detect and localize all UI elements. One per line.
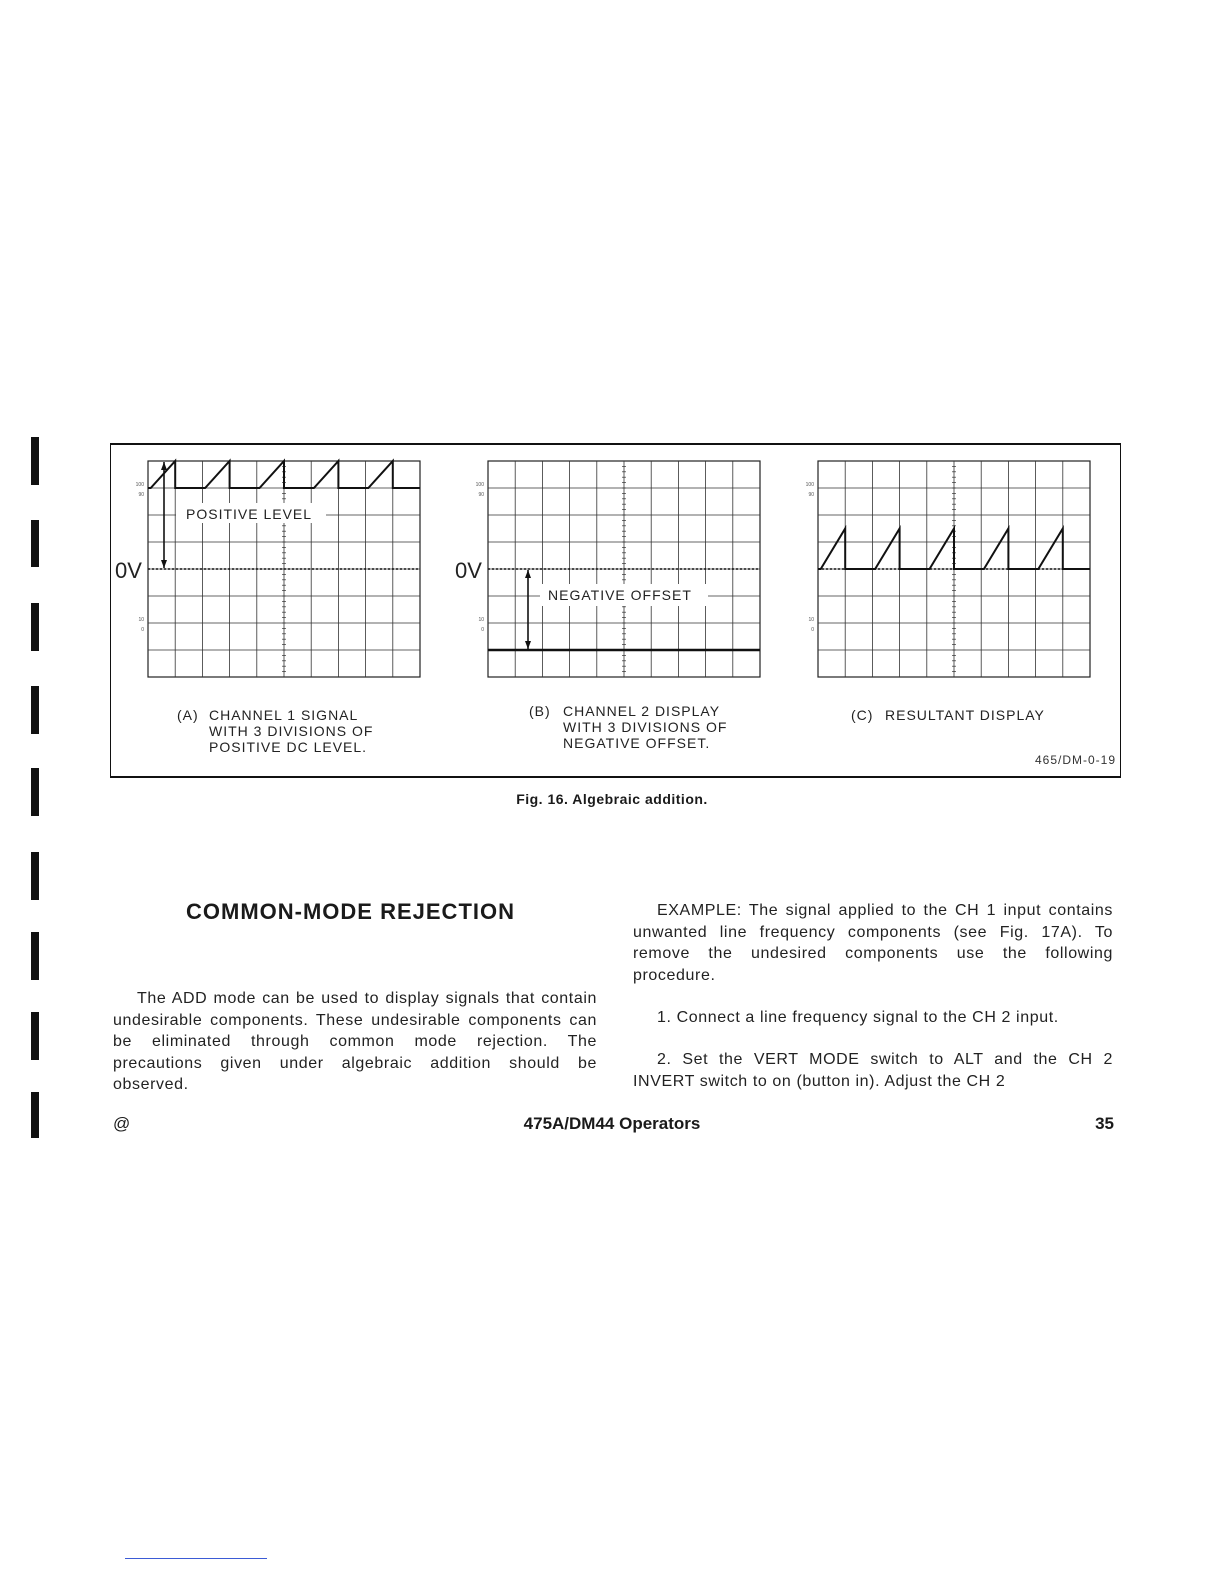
panel-b-caption-letter: (B) xyxy=(529,703,551,719)
binder-mark xyxy=(31,520,39,567)
scale-label: 90 xyxy=(808,492,814,498)
scale-label: 100 xyxy=(135,482,144,488)
figure-reference-code: 465/DM-0-19 xyxy=(1034,753,1116,767)
scale-label: 90 xyxy=(138,492,144,498)
footer-rule xyxy=(125,1558,267,1559)
offset-arrowhead xyxy=(161,560,167,568)
binder-mark xyxy=(31,852,39,900)
resultant-waveform xyxy=(818,529,1090,570)
zero-volt-label: 0V xyxy=(115,558,142,583)
offset-arrowhead xyxy=(525,570,531,578)
scale-label: 10 xyxy=(478,617,484,623)
channel-1-waveform xyxy=(148,461,420,488)
panel-c-caption-line: RESULTANT DISPLAY xyxy=(885,707,1045,723)
panel-c-caption-letter: (C) xyxy=(851,707,874,723)
offset-arrowhead xyxy=(161,462,167,470)
figure-caption: Fig. 16. Algebraic addition. xyxy=(516,791,708,807)
binder-mark xyxy=(31,1012,39,1060)
scale-label: 10 xyxy=(808,617,814,623)
example-paragraph: EXAMPLE: The signal applied to the CH 1 input contains unwanted line frequency components (see Fig. 17A). To remove the undesired components use the following procedure. xyxy=(633,902,1113,984)
procedure-step-2: 2. Set the VERT MODE switch to ALT and the CH 2 INVERT switch to on (button in). Adjust the CH 2 xyxy=(633,1051,1113,1090)
panel-b-caption-line: CHANNEL 2 DISPLAY xyxy=(563,703,721,719)
scale-label: 90 xyxy=(478,492,484,498)
panel-a-caption-line: CHANNEL 1 SIGNAL xyxy=(209,707,359,723)
footer-title: 475A/DM44 Operators xyxy=(523,1114,701,1133)
page-number: 35 xyxy=(1095,1114,1114,1133)
panel-b-caption-line: NEGATIVE OFFSET. xyxy=(563,735,711,751)
section-paragraph: The ADD mode can be used to display signals that contain undesirable components. These undesirable components can be eliminated through common mode rejection. The precautions given under algebraic addition should be observed. xyxy=(113,990,597,1093)
offset-arrowhead xyxy=(525,641,531,649)
procedure-step-1: 1. Connect a line frequency signal to the CH 2 input. xyxy=(657,1009,1059,1026)
binder-mark xyxy=(31,437,39,485)
scale-label: 0 xyxy=(811,627,814,633)
binder-mark xyxy=(31,603,39,651)
panel-b-caption-line: WITH 3 DIVISIONS OF xyxy=(563,719,728,735)
negative-offset-annotation: NEGATIVE OFFSET xyxy=(548,587,692,603)
section-heading: COMMON-MODE REJECTION xyxy=(186,899,515,924)
scale-label: 100 xyxy=(805,482,814,488)
scale-label: 0 xyxy=(141,627,144,633)
zero-volt-label: 0V xyxy=(455,558,482,583)
scale-label: 0 xyxy=(481,627,484,633)
scale-label: 100 xyxy=(475,482,484,488)
binder-mark xyxy=(31,686,39,734)
panel-a-caption-letter: (A) xyxy=(177,707,199,723)
footer-symbol: @ xyxy=(113,1114,131,1133)
panel-a-caption-line: WITH 3 DIVISIONS OF xyxy=(209,723,374,739)
binder-mark xyxy=(31,932,39,980)
panel-a-caption-line: POSITIVE DC LEVEL. xyxy=(209,739,368,755)
positive-level-annotation: POSITIVE LEVEL xyxy=(186,506,313,522)
scale-label: 10 xyxy=(138,617,144,623)
figure-16 xyxy=(110,443,1121,778)
